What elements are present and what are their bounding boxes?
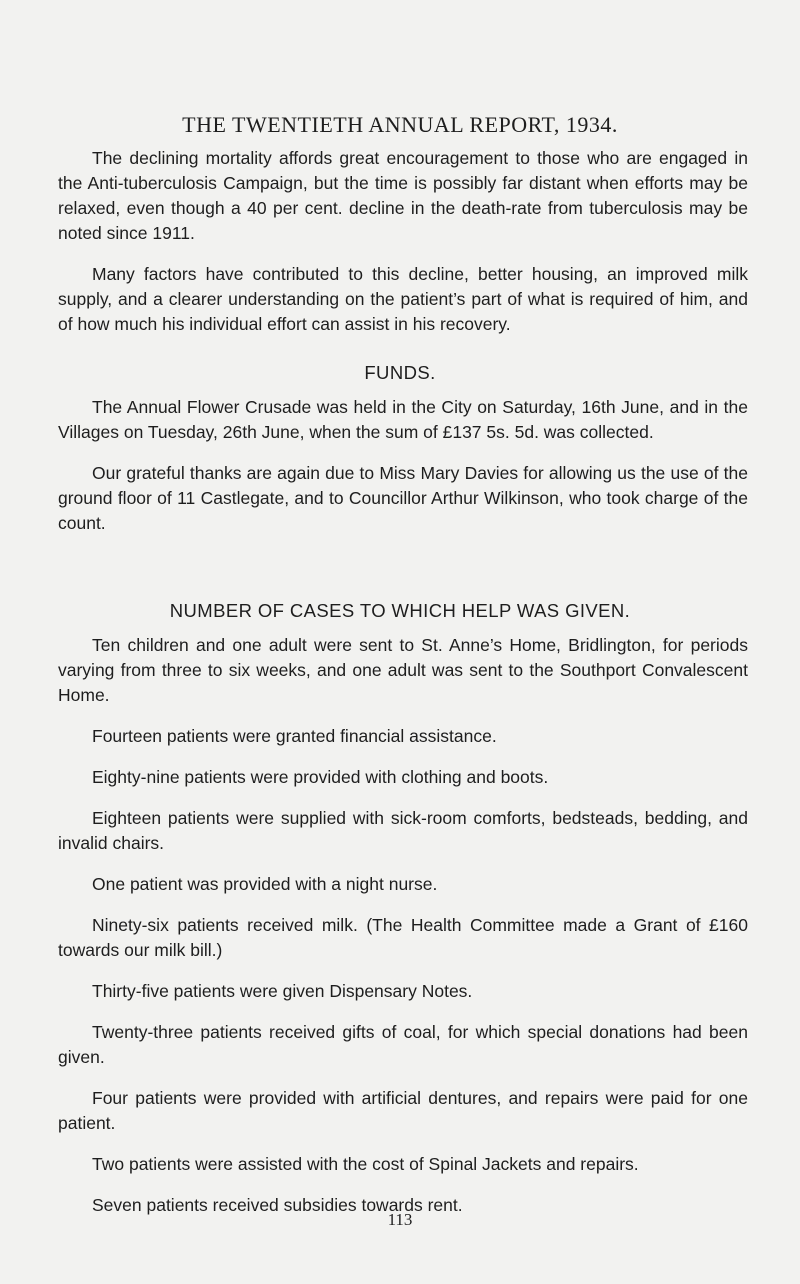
paragraph-spinal-jackets: Two patients were assisted with the cost of Spinal Jackets and repairs. bbox=[92, 1154, 639, 1174]
paragraph-sick-room: Eighteen patients were supplied with sick-room comforts, bedsteads, bedding, and invalid chairs. bbox=[58, 808, 748, 853]
paragraph-many-factors: Many factors have contributed to this decline, better housing, an improved milk supply, and a clearer understanding on the patient’s part of what is required of him, and of how much his individual effort can assist in his recovery. bbox=[58, 264, 748, 334]
paragraph-night-nurse: One patient was provided with a night nurse. bbox=[92, 874, 438, 894]
page-number: 113 bbox=[387, 1210, 413, 1229]
paragraph-dentures: Four patients were provided with artificial dentures, and repairs were paid for one patient. bbox=[58, 1088, 748, 1133]
paragraph-clothing: Eighty-nine patients were provided with clothing and boots. bbox=[92, 767, 549, 787]
funds-section bbox=[58, 395, 748, 536]
paragraph-declining-mortality: The declining mortality affords great encouragement to those who are engaged in the Anti-tuberculosis Campaign, but the time is possibly far distant when efforts may be relaxed, even though a 40 per cent. decline in the death-rate from tuberculosis may be noted since 1911. bbox=[58, 148, 748, 243]
paragraph-coal: Twenty-three patients received gifts of coal, for which special donations had been given. bbox=[58, 1022, 748, 1067]
paragraph-thanks: Our grateful thanks are again due to Miss Mary Davies for allowing us the use of the ground floor of 11 Castlegate, and to Councillor Arthur Wilkinson, who took charge of the count. bbox=[58, 463, 748, 533]
paragraph-rent: Seven patients received subsidies towards rent. bbox=[92, 1195, 463, 1215]
paragraph-flower-crusade: The Annual Flower Crusade was held in the City on Saturday, 16th June, and in the Villages on Tuesday, 26th June, when the sum of £137 5s. 5d. was collected. bbox=[58, 397, 748, 442]
intro-section bbox=[58, 146, 748, 337]
cases-heading: NUMBER OF CASES TO WHICH HELP WAS GIVEN. bbox=[169, 600, 631, 621]
page-header: THE TWENTIETH ANNUAL REPORT, 1934. bbox=[182, 112, 618, 137]
paragraph-milk: Ninety-six patients received milk. (The Health Committee made a Grant of £160 towards our milk bill.) bbox=[58, 915, 748, 960]
paragraph-dispensary: Thirty-five patients were given Dispensary Notes. bbox=[92, 981, 473, 1001]
funds-heading: FUNDS. bbox=[364, 362, 436, 383]
paragraph-st-annes-home: Ten children and one adult were sent to St. Anne’s Home, Bridlington, for periods varying from three to six weeks, and one adult was sent to the Southport Convalescent Home. bbox=[58, 635, 748, 705]
paragraph-financial-assistance: Fourteen patients were granted financial assistance. bbox=[92, 726, 497, 746]
cases-section bbox=[58, 633, 748, 1218]
